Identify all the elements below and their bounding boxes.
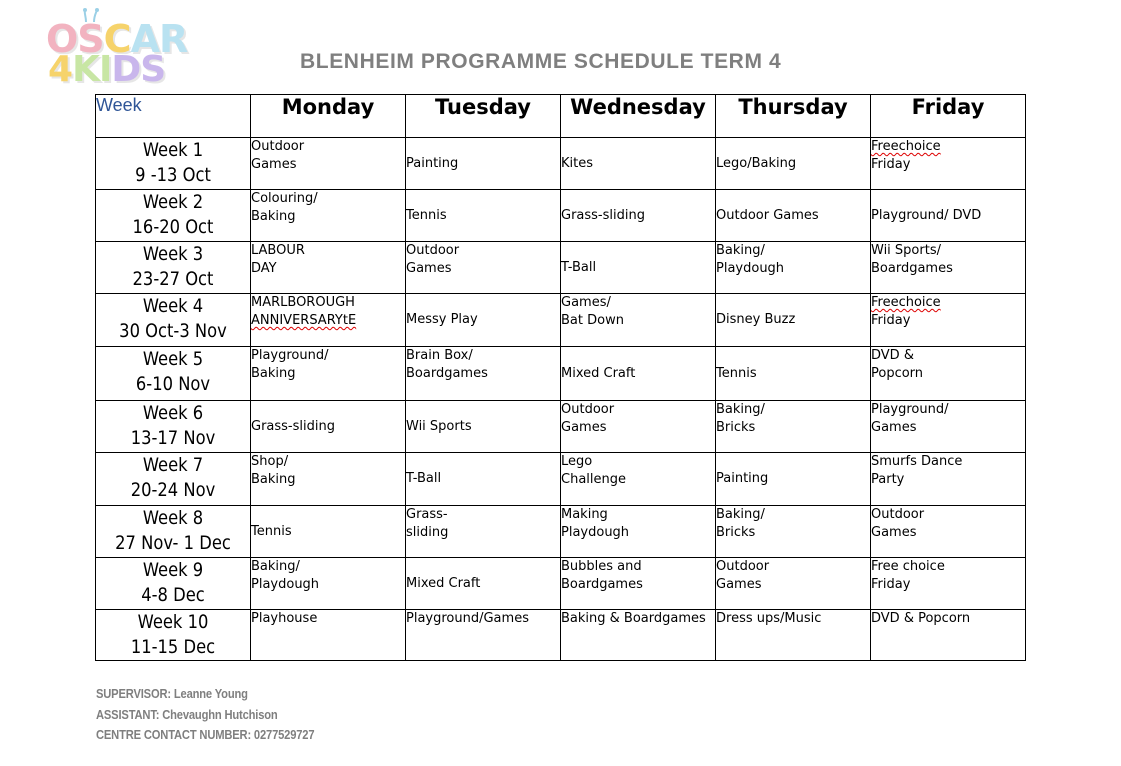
- week-label: Week 3: [142, 243, 204, 265]
- activity-cell: [251, 558, 406, 610]
- activity-line: Bat Down: [561, 313, 624, 328]
- activity-line: Outdoor: [251, 139, 305, 154]
- week-cell: [96, 453, 251, 506]
- week-dates: 4-8 Dec: [141, 584, 205, 606]
- activity-cell: [716, 610, 871, 661]
- activity-line: Kites: [561, 155, 594, 171]
- activity-line: T-Ball: [406, 471, 442, 486]
- week-dates: 9 -13 Oct: [135, 164, 211, 186]
- activity-cell: [561, 242, 716, 294]
- logo-text-part: KI: [72, 49, 112, 90]
- activity-cell: [871, 453, 1026, 506]
- activity-cell: [871, 558, 1026, 610]
- activity-line: Outdoor Games: [716, 207, 819, 223]
- activity-line: Free choice: [871, 559, 945, 574]
- activity-line: Messy Play: [406, 312, 478, 327]
- activity-line: Games: [871, 525, 917, 540]
- activity-cell: [871, 294, 1026, 347]
- table-row: [96, 138, 1026, 190]
- activity-line: Games: [561, 420, 607, 435]
- activity-line: Playhouse: [251, 611, 318, 626]
- activity-line: Baking/: [716, 243, 765, 258]
- activity-line: Outdoor: [561, 402, 615, 417]
- activity-line: Games: [406, 261, 452, 276]
- activity-line: Games: [716, 577, 762, 592]
- week-dates: 13-17 Nov: [130, 427, 216, 449]
- activity-cell: [716, 453, 871, 506]
- week-dates: 16-20 Oct: [132, 216, 214, 238]
- activity-line: Challenge: [561, 472, 626, 487]
- table-row: [96, 453, 1026, 506]
- activity-line: Tennis: [406, 207, 447, 223]
- spellcheck-text: ANNIVERSARYtE: [251, 313, 357, 328]
- logo-line-2: [48, 49, 166, 90]
- activity-line: Games: [251, 157, 297, 172]
- activity-line: Wii Sports/: [871, 243, 941, 258]
- activity-line: Bricks: [716, 420, 756, 435]
- activity-line: Colouring/: [251, 191, 318, 206]
- week-cell: [96, 506, 251, 558]
- activity-line: Tennis: [716, 365, 757, 381]
- activity-line: Tennis: [251, 523, 292, 539]
- activity-cell: [871, 242, 1026, 294]
- week-cell: [96, 138, 251, 190]
- activity-line: Baking/: [251, 559, 300, 574]
- activity-line: Painting: [406, 155, 459, 171]
- activity-cell: [406, 453, 561, 506]
- activity-line: Bricks: [716, 525, 756, 540]
- activity-cell: [716, 138, 871, 190]
- activity-cell: [716, 294, 871, 347]
- activity-cell: [251, 401, 406, 453]
- week-cell: [96, 190, 251, 242]
- activity-cell: [871, 506, 1026, 558]
- schedule-body: [96, 138, 1026, 661]
- staff-footer: [96, 684, 314, 746]
- week-dates: 11-15 Dec: [130, 636, 216, 658]
- activity-cell: [716, 506, 871, 558]
- activity-cell: [561, 401, 716, 453]
- activity-line: DVD &: [871, 348, 914, 363]
- activity-line: Lego/Baking: [716, 155, 797, 171]
- spellcheck-text: Freechoice: [871, 139, 941, 154]
- activity-cell: [251, 506, 406, 558]
- activity-line: Smurfs Dance: [871, 454, 963, 469]
- activity-cell: [561, 190, 716, 242]
- activity-line: Playdough: [251, 577, 320, 592]
- activity-line: [251, 312, 405, 330]
- activity-cell: [871, 138, 1026, 190]
- activity-line: Dress ups/Music: [716, 611, 822, 626]
- logo-text-part: OS: [46, 17, 104, 61]
- week-dates: 30 Oct-3 Nov: [119, 320, 227, 342]
- activity-cell: [871, 401, 1026, 453]
- week-label: Week 1: [142, 139, 204, 161]
- activity-line: Baking: [251, 472, 296, 487]
- activity-line: sliding: [406, 525, 449, 540]
- activity-line: Mixed Craft: [561, 365, 636, 381]
- activity-line: Boardgames: [871, 261, 953, 276]
- week-dates: 20-24 Nov: [130, 479, 216, 501]
- activity-line: Baking: [251, 209, 296, 224]
- activity-line: Boardgames: [406, 366, 488, 381]
- activity-cell: [406, 610, 561, 661]
- activity-cell: [251, 453, 406, 506]
- activity-cell: [716, 558, 871, 610]
- day-header-tuesday: Tuesday: [406, 95, 561, 138]
- activity-cell: [561, 453, 716, 506]
- activity-cell: [406, 506, 561, 558]
- activity-line: Friday: [871, 313, 911, 328]
- table-row: [96, 558, 1026, 610]
- activity-cell: [406, 294, 561, 347]
- activity-line: DAY: [251, 261, 277, 276]
- table-row: [96, 610, 1026, 661]
- activity-line: Friday: [871, 577, 911, 592]
- activity-cell: [406, 242, 561, 294]
- activity-cell: [251, 294, 406, 347]
- activity-line: Grass-: [406, 507, 448, 522]
- activity-line: Playdough: [716, 261, 785, 276]
- activity-line: Painting: [716, 471, 769, 486]
- table-row: [96, 294, 1026, 347]
- activity-cell: [561, 347, 716, 401]
- week-cell: [96, 610, 251, 661]
- day-header-thursday: Thursday: [716, 95, 871, 138]
- activity-line: Lego: [561, 454, 593, 469]
- activity-line: Mixed Craft: [406, 575, 481, 591]
- activity-line: Party: [871, 472, 905, 487]
- week-label: Week 5: [142, 348, 204, 370]
- activity-line: Bubbles and: [561, 559, 642, 574]
- spellcheck-text: Freechoice: [871, 295, 941, 310]
- week-dates: 27 Nov- 1 Dec: [115, 532, 231, 554]
- activity-cell: [871, 347, 1026, 401]
- week-column-header: Week: [96, 95, 251, 138]
- activity-line: Games: [871, 420, 917, 435]
- activity-line: Outdoor: [871, 507, 925, 522]
- activity-cell: [561, 138, 716, 190]
- activity-line: Playground/ DVD: [871, 207, 982, 223]
- week-cell: [96, 242, 251, 294]
- activity-cell: [406, 190, 561, 242]
- week-cell: [96, 294, 251, 347]
- logo-text-part: 4: [48, 49, 73, 90]
- activity-cell: [251, 242, 406, 294]
- activity-cell: [251, 610, 406, 661]
- table-row: [96, 506, 1026, 558]
- day-header-wednesday: Wednesday: [561, 95, 716, 138]
- activity-line: Grass-sliding: [251, 418, 335, 434]
- schedule-table: [95, 94, 1026, 661]
- activity-line: Making: [561, 507, 608, 522]
- supervisor-line: SUPERVISOR: Leanne Young: [96, 686, 248, 701]
- logo-text-part: C: [103, 17, 131, 61]
- activity-cell: [716, 190, 871, 242]
- activity-cell: [871, 190, 1026, 242]
- logo-text-part: AR: [130, 17, 188, 61]
- activity-line: LABOUR: [251, 243, 305, 258]
- activity-line: Popcorn: [871, 366, 924, 381]
- activity-cell: [406, 347, 561, 401]
- week-label: Week 6: [142, 402, 204, 424]
- activity-line: Baking/: [716, 507, 765, 522]
- activity-cell: [406, 138, 561, 190]
- day-header-monday: Monday: [251, 95, 406, 138]
- activity-cell: [561, 506, 716, 558]
- week-dates: 23-27 Oct: [132, 268, 214, 290]
- week-label: Week 9: [142, 559, 204, 581]
- oscar-4-kids-logo: [42, 6, 188, 92]
- table-row: [96, 401, 1026, 453]
- activity-line: T-Ball: [561, 259, 597, 275]
- activity-line: Playground/: [251, 348, 329, 363]
- activity-line: Baking: [251, 366, 296, 381]
- table-row: [96, 242, 1026, 294]
- activity-line: MARLBOROUGH: [251, 295, 355, 310]
- activity-line: Baking & Boardgames: [561, 611, 706, 626]
- week-label: Week 2: [142, 191, 204, 213]
- activity-cell: [716, 242, 871, 294]
- week-label: Week 4: [142, 295, 204, 317]
- activity-line: Playground/Games: [406, 611, 529, 626]
- activity-line: Brain Box/: [406, 348, 473, 363]
- day-header-friday: Friday: [871, 95, 1026, 138]
- table-row: [96, 347, 1026, 401]
- activity-line: Playground/: [871, 402, 949, 417]
- activity-cell: [561, 558, 716, 610]
- table-row: [96, 190, 1026, 242]
- activity-line: Outdoor: [716, 559, 770, 574]
- week-cell: [96, 558, 251, 610]
- contact-line: CENTRE CONTACT NUMBER: 0277529727: [96, 727, 315, 742]
- activity-cell: [406, 558, 561, 610]
- activity-line: Friday: [871, 157, 911, 172]
- activity-line: Disney Buzz: [716, 312, 796, 327]
- activity-line: Playdough: [561, 525, 630, 540]
- activity-cell: [406, 401, 561, 453]
- activity-line: [871, 138, 1025, 156]
- week-label: Week 10: [137, 611, 209, 633]
- activity-line: Games/: [561, 295, 611, 310]
- header-row: [96, 95, 1026, 138]
- activity-cell: [251, 190, 406, 242]
- week-dates: 6-10 Nov: [135, 373, 211, 395]
- activity-line: Baking/: [716, 402, 765, 417]
- activity-cell: [716, 401, 871, 453]
- activity-cell: [561, 610, 716, 661]
- activity-line: [871, 294, 1025, 312]
- activity-line: Grass-sliding: [561, 207, 645, 223]
- page-title: BLENHEIM PROGRAMME SCHEDULE TERM 4: [300, 50, 782, 73]
- week-label: Week 8: [142, 507, 204, 529]
- activity-cell: [716, 347, 871, 401]
- activity-cell: [251, 347, 406, 401]
- activity-line: Wii Sports: [406, 418, 472, 434]
- assistant-line: ASSISTANT: Chevaughn Hutchison: [96, 706, 278, 722]
- logo-text-part: DS: [111, 49, 166, 90]
- week-cell: [96, 401, 251, 453]
- activity-cell: [561, 294, 716, 347]
- activity-line: Shop/: [251, 454, 289, 469]
- activity-line: DVD & Popcorn: [871, 611, 971, 626]
- activity-cell: [251, 138, 406, 190]
- week-cell: [96, 347, 251, 401]
- activity-line: Outdoor: [406, 243, 460, 258]
- activity-line: Boardgames: [561, 577, 643, 592]
- activity-cell: [871, 610, 1026, 661]
- week-label: Week 7: [142, 454, 204, 476]
